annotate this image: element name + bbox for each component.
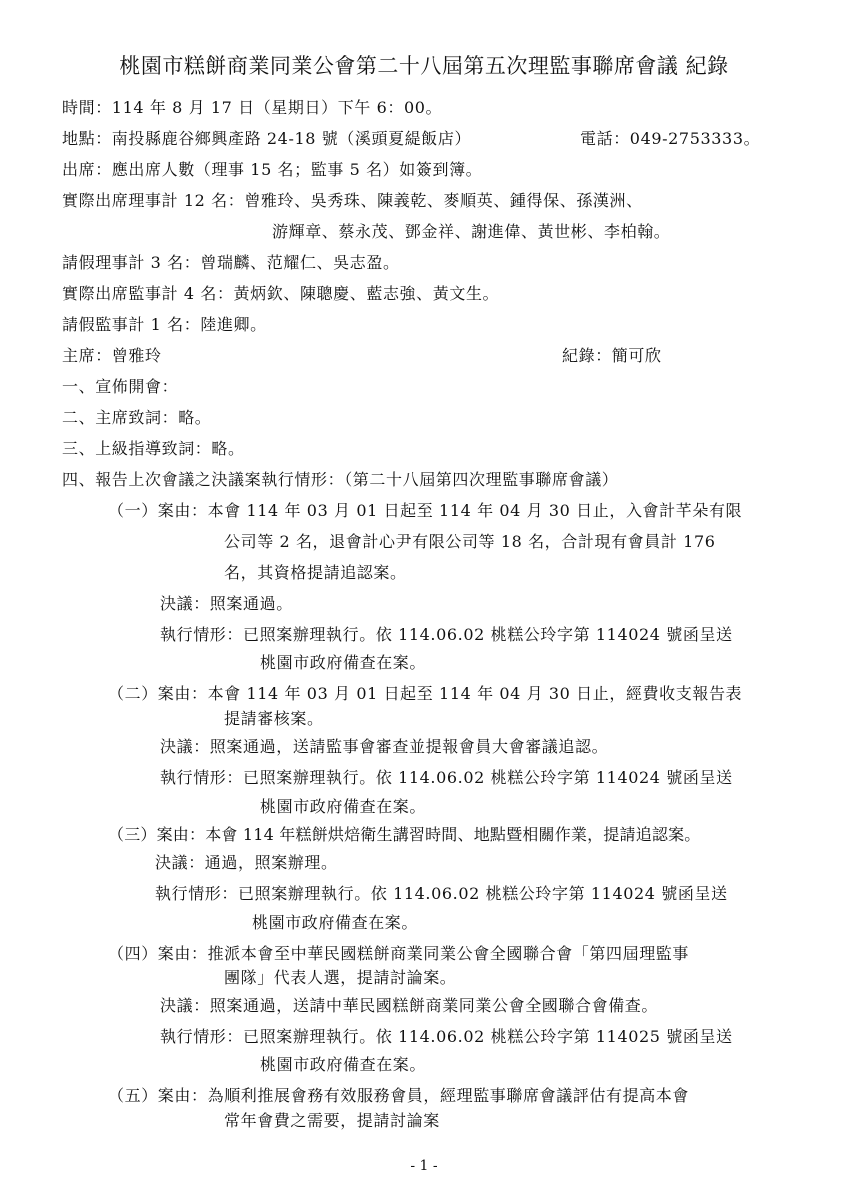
directors-present-line1: 實際出席理事計 12 名：曾雅玲、吳秀珠、陳義乾、麥順英、鍾得保、孫漢洲、	[62, 191, 643, 210]
directors-leave: 請假理事計 3 名：曾瑞麟、范耀仁、吳志盈。	[62, 253, 400, 272]
case-1-execution-line1: 執行情形：已照案辦理執行。依 114.06.02 桃糕公玲字第 114024 號函呈送	[160, 625, 733, 644]
case-2-line2: 提請審核案。	[224, 709, 324, 728]
directors-present-line2: 游輝章、蔡永茂、鄧金祥、謝進偉、黃世彬、李柏翰。	[272, 222, 671, 241]
recorder: 紀錄：簡可欣	[562, 346, 662, 365]
case-2-execution-line1: 執行情形：已照案辦理執行。依 114.06.02 桃糕公玲字第 114024 號函呈送	[160, 768, 733, 787]
supervisors-leave: 請假監事計 1 名：陸進卿。	[62, 315, 267, 334]
case-4-execution-line1: 執行情形：已照案辦理執行。依 114.06.02 桃糕公玲字第 114025 號函呈送	[160, 1027, 733, 1046]
page-number: - 1 -	[410, 1158, 438, 1174]
case-1-execution-line2: 桃園市政府備查在案。	[260, 653, 427, 672]
case-4-line1: （四）案由：推派本會至中華民國糕餅商業同業公會全國聯合會「第四屆理監事	[108, 944, 690, 963]
case-3-execution-line1: 執行情形：已照案辦理執行。依 114.06.02 桃糕公玲字第 114024 號函呈送	[155, 884, 728, 903]
case-4-execution-line2: 桃園市政府備查在案。	[260, 1055, 427, 1074]
case-4-line2: 團隊」代表人選，提請討論案。	[224, 968, 457, 987]
case-3-resolution: 決議：通過，照案辦理。	[155, 853, 338, 872]
case-2-execution-line2: 桃園市政府備查在案。	[260, 797, 427, 816]
agenda-item-1: 一、宣佈開會：	[62, 377, 179, 396]
supervisors-present: 實際出席監事計 4 名：黃炳欽、陳聰慶、藍志強、黃文生。	[62, 284, 500, 303]
meeting-time: 時間：114 年 8 月 17 日（星期日）下午 6：00。	[62, 98, 443, 117]
case-1-resolution: 決議：照案通過。	[160, 594, 293, 613]
case-5-line1: （五）案由：為順利推展會務有效服務會員，經理監事聯席會議評估有提高本會	[108, 1086, 690, 1105]
case-1-line2: 公司等 2 名，退會計心尹有限公司等 18 名，合計現有會員計 176	[224, 532, 716, 551]
attendance: 出席：應出席人數（理事 15 名；監事 5 名）如簽到簿。	[62, 160, 483, 179]
meeting-place: 地點：南投縣鹿谷鄉興產路 24-18 號（溪頭夏緹飯店）	[62, 129, 472, 148]
case-3-execution-line2: 桃園市政府備查在案。	[252, 913, 419, 932]
chair: 主席：曾雅玲	[62, 346, 162, 365]
case-3-line1: （三）案由：本會 114 年糕餅烘焙衛生講習時間、地點暨相關作業，提請追認案。	[108, 825, 701, 844]
case-2-line1: （二）案由：本會 114 年 03 月 01 日起至 114 年 04 月 30 日止，經費收支報告表	[108, 684, 743, 703]
case-1-line3: 名，其資格提請追認案。	[224, 563, 407, 582]
document-title: 桃園市糕餅商業同業公會第二十八屆第五次理監事聯席會議 紀錄	[119, 54, 729, 78]
case-1-line1: （一）案由：本會 114 年 03 月 01 日起至 114 年 04 月 30 日止，入會計芊朵有限	[108, 501, 743, 520]
agenda-item-3: 三、上級指導致詞：略。	[62, 439, 245, 458]
case-5-line2: 常年會費之需要，提請討論案	[224, 1111, 440, 1130]
meeting-phone: 電話：049-2753333。	[580, 129, 761, 148]
agenda-item-4: 四、報告上次會議之決議案執行情形：（第二十八屆第四次理監事聯席會議）	[62, 470, 619, 489]
case-2-resolution: 決議：照案通過，送請監事會審查並提報會員大會審議追認。	[160, 737, 609, 756]
agenda-item-2: 二、主席致詞：略。	[62, 408, 212, 427]
case-4-resolution: 決議：照案通過，送請中華民國糕餅商業同業公會全國聯合會備查。	[160, 996, 659, 1015]
